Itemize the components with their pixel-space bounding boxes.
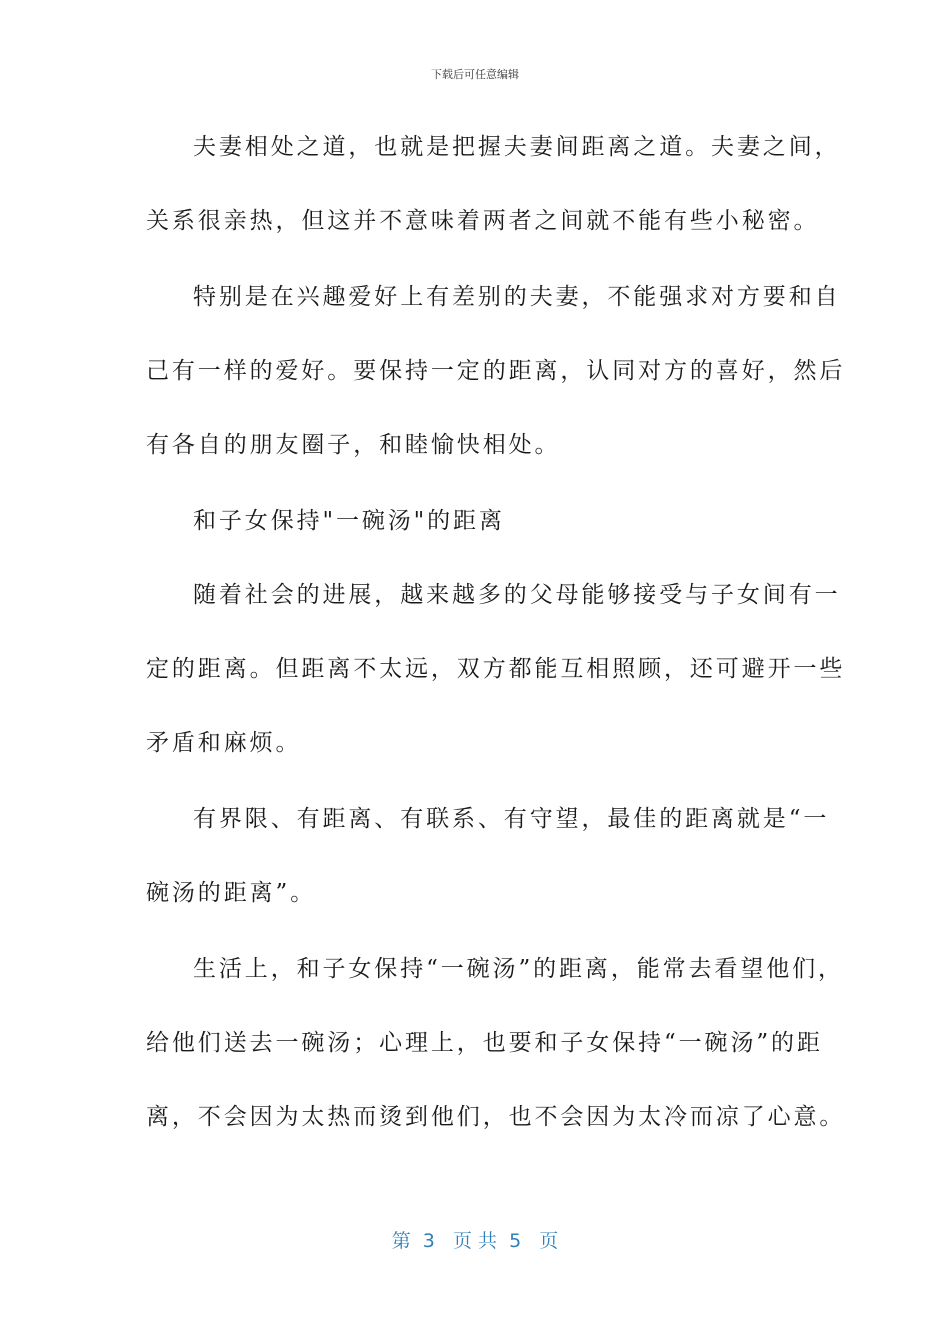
paragraph-2-line-3: 有各自的朋友圈子，和睦愉快相处。 [146, 432, 561, 458]
paragraph-1-line-2: 关系很亲热，但这并不意味着两者之间就不能有些小秘密。 [146, 208, 820, 234]
paragraph-4-line-2: 碗汤的距离”。 [146, 880, 317, 906]
paragraph-5-line-1: 生活上，和子女保持“一碗汤”的距离，能常去看望他们， [193, 956, 844, 982]
paragraph-5-line-2: 给他们送去一碗汤；心理上，也要和子女保持“一碗汤”的距 [146, 1030, 823, 1056]
paragraph-2-line-1: 特别是在兴趣爱好上有差别的夫妻，不能强求对方要和自 [193, 284, 841, 310]
paragraph-5-line-3: 离，不会因为太热而烫到他们，也不会因为太冷而凉了心意。 [146, 1104, 846, 1130]
page-number-footer: 第 3 页 共 5 页 [391, 1230, 559, 1252]
paragraph-4-line-1: 有界限、有距离、有联系、有守望，最佳的距离就是“一 [193, 806, 830, 832]
paragraph-2-line-2: 己有一样的爱好。要保持一定的距离，认同对方的喜好，然后 [146, 358, 846, 384]
paragraph-3-line-3: 矛盾和麻烦。 [146, 730, 302, 756]
paragraph-1-line-1: 夫妻相处之道，也就是把握夫妻间距离之道。夫妻之间， [193, 134, 841, 160]
section-heading: 和子女保持"一碗汤"的距离 [193, 508, 505, 534]
header-note: 下载后可任意编辑 [431, 68, 519, 81]
paragraph-3-line-2: 定的距离。但距离不太远，双方都能互相照顾，还可避开一些 [146, 656, 846, 682]
paragraph-3-line-1: 随着社会的进展，越来越多的父母能够接受与子女间有一 [193, 582, 841, 608]
